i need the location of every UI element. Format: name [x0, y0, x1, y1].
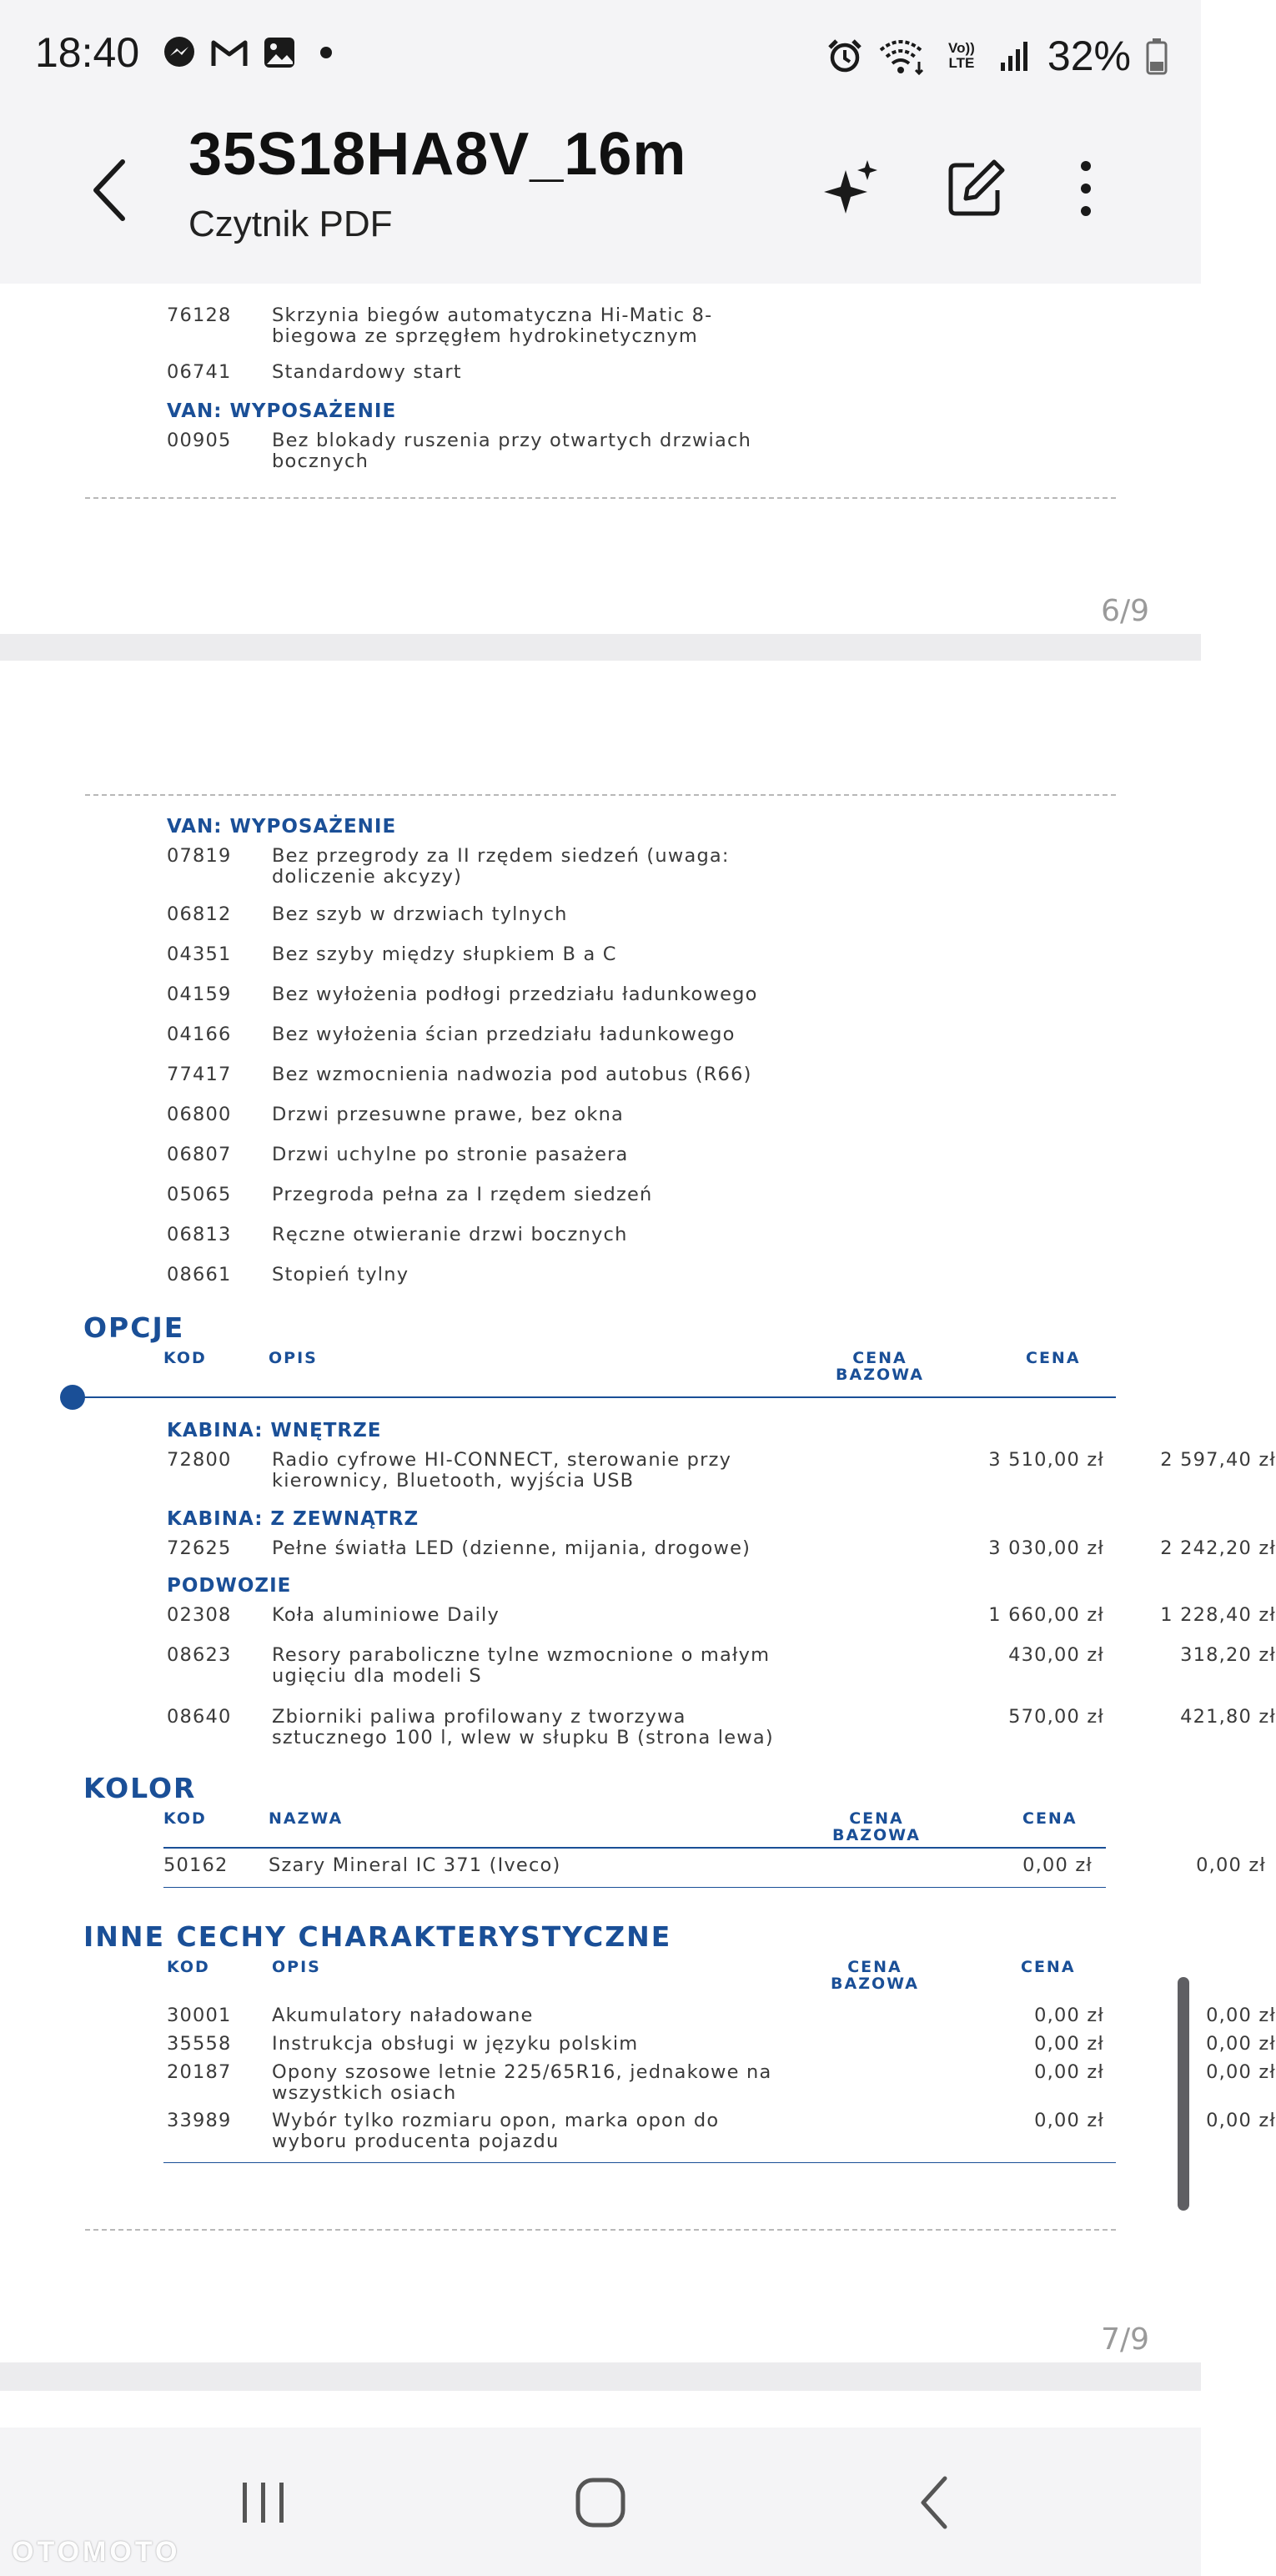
document-title: 35S18HA8V_16m — [188, 121, 687, 188]
signal-icon — [996, 37, 1034, 75]
col-header-opis: OPIS — [272, 1958, 321, 1976]
item-code: 76128 — [167, 304, 232, 326]
item-base-price: 1 660,00 zł — [988, 1604, 1104, 1626]
watermark-logo: OTOMOTO — [12, 2536, 181, 2568]
marker-dot — [60, 1385, 85, 1410]
item-code: 35558 — [167, 2033, 232, 2055]
item-base-price: 0,00 zł — [1034, 2061, 1104, 2083]
ai-assist-button[interactable] — [811, 147, 894, 230]
item-price: 318,20 zł — [1180, 1644, 1276, 1666]
item-code: 00905 — [167, 430, 232, 451]
item-code: 04159 — [167, 984, 232, 1005]
back-arrow-icon — [89, 157, 131, 224]
col-header-kod: KOD — [167, 1958, 210, 1976]
item-code: 06741 — [167, 361, 232, 383]
item-code: 06813 — [167, 1224, 232, 1245]
alarm-icon — [826, 37, 864, 75]
item-desc: Bez szyb w drzwiach tylnych — [272, 903, 568, 925]
page-divider — [85, 2229, 1116, 2231]
system-icons — [826, 32, 1169, 80]
item-price: 0,00 zł — [1206, 2005, 1276, 2026]
col-header-cena: CENA — [1022, 1809, 1078, 1828]
item-code: 33989 — [167, 2110, 232, 2131]
table-bottom-rule — [163, 1887, 1106, 1888]
item-desc: Bez wyłożenia ścian przedziału ładunkowego — [272, 1024, 736, 1045]
item-base-price: 0,00 zł — [1034, 2005, 1104, 2026]
group-heading: PODWOZIE — [167, 1575, 292, 1597]
group-heading: KABINA: WNĘTRZE — [167, 1420, 382, 1441]
app-bar — [0, 108, 1201, 284]
item-desc: Standardowy start — [272, 361, 462, 383]
status-bar — [0, 0, 1201, 108]
header-rule — [163, 1847, 1106, 1849]
item-desc: Bez szyby między słupkiem B a C — [272, 943, 617, 965]
item-desc: Bez przegrody za II rzędem siedzeń (uwaga: doliczenie akcyzy) — [272, 845, 730, 888]
wifi-6-icon — [877, 37, 927, 75]
notification-dot — [320, 47, 332, 58]
sparkle-ai-icon — [819, 155, 886, 222]
col-header-nazwa: NAZWA — [269, 1809, 344, 1828]
page-divider — [85, 497, 1116, 499]
volte-bottom: LTE — [948, 55, 975, 71]
back-icon — [915, 2473, 957, 2532]
item-desc: Stopień tylny — [272, 1264, 409, 1285]
item-desc: Pełne światła LED (dzienne, mijania, drogowe) — [272, 1537, 751, 1559]
item-base-price: 0,00 zł — [1034, 2033, 1104, 2055]
item-desc: Wybór tylko rozmiaru opon, marka opon do wyboru producenta pojazdu — [272, 2110, 720, 2152]
item-code: 08661 — [167, 1264, 232, 1285]
section-title-kolor: KOLOR — [83, 1772, 197, 1804]
system-back-button[interactable] — [877, 2461, 994, 2544]
item-base-price: 0,00 zł — [1022, 1854, 1093, 1876]
item-code: 04351 — [167, 943, 232, 965]
more-options-button[interactable] — [1044, 147, 1128, 230]
header-rule — [83, 1396, 1116, 1398]
item-code: 08640 — [167, 1706, 232, 1728]
item-desc: Zbiorniki paliwa profilowany z tworzywa sztucznego 100 l, wlew w słupku B (strona lewa) — [272, 1706, 774, 1748]
item-desc: Instrukcja obsługi w języku polskim — [272, 2033, 639, 2055]
item-base-price: 430,00 zł — [1008, 1644, 1104, 1666]
item-base-price: 3 510,00 zł — [988, 1449, 1104, 1471]
item-base-price: 0,00 zł — [1034, 2110, 1104, 2131]
back-button[interactable] — [77, 148, 143, 232]
item-code: 06807 — [167, 1144, 232, 1165]
group-heading: VAN: WYPOSAŻENIE — [167, 400, 397, 422]
item-code: 72625 — [167, 1537, 232, 1559]
notification-icons — [160, 33, 332, 72]
pdf-page-7 — [0, 661, 1276, 2362]
col-header-kod: KOD — [163, 1349, 207, 1367]
section-title-opcje: OPCJE — [83, 1311, 185, 1344]
col-header-cena: CENA — [1026, 1349, 1081, 1367]
pdf-page-6 — [0, 284, 1201, 634]
col-header-cena-bazowa: CENA BAZOWA — [832, 1809, 921, 1844]
item-desc: Przegroda pełna za I rzędem siedzeń — [272, 1184, 653, 1205]
navigation-bar — [0, 2428, 1201, 2576]
item-code: 20187 — [167, 2061, 232, 2083]
volte-top: Vo)) — [948, 40, 975, 56]
item-price: 0,00 zł — [1196, 1854, 1266, 1876]
home-icon — [571, 2473, 630, 2532]
item-desc: Radio cyfrowe HI-CONNECT, sterowanie przy kierownicy, Bluetooth, wyjścia USB — [272, 1449, 732, 1492]
item-code: 07819 — [167, 845, 232, 867]
edit-button[interactable] — [934, 147, 1017, 230]
col-header-cena-bazowa: CENA BAZOWA — [836, 1349, 924, 1384]
item-desc: Skrzynia biegów automatyczna Hi-Matic 8- biegowa ze sprzęgłem hydrokinetycznym — [272, 304, 713, 347]
item-price: 0,00 zł — [1206, 2110, 1276, 2131]
page-number: 7/9 — [1101, 2322, 1149, 2357]
item-base-price: 3 030,00 zł — [988, 1537, 1104, 1559]
item-code: 30001 — [167, 2005, 232, 2026]
item-code: 50162 — [163, 1854, 229, 1876]
battery-percent: 32% — [1047, 33, 1131, 79]
group-heading: VAN: WYPOSAŻENIE — [167, 816, 397, 838]
page-number: 6/9 — [1101, 594, 1149, 628]
gmail-icon — [210, 33, 249, 72]
item-code: 02308 — [167, 1604, 232, 1626]
item-code: 72800 — [167, 1449, 232, 1471]
item-price: 2 597,40 zł — [1160, 1449, 1276, 1471]
edit-icon — [944, 157, 1007, 220]
item-desc: Szary Mineral IC 371 (Iveco) — [269, 1854, 561, 1876]
gallery-icon — [260, 33, 299, 72]
more-vert-icon — [1078, 159, 1094, 218]
battery-icon — [1144, 37, 1169, 75]
col-header-opis: OPIS — [269, 1349, 318, 1367]
item-code: 04166 — [167, 1024, 232, 1045]
recents-icon — [234, 2478, 293, 2528]
scrollbar-thumb[interactable] — [1178, 1977, 1189, 2211]
table-bottom-rule — [163, 2162, 1116, 2163]
item-price: 0,00 zł — [1206, 2033, 1276, 2055]
item-code: 77417 — [167, 1064, 232, 1085]
page-divider — [85, 794, 1116, 796]
col-header-cena-bazowa: CENA BAZOWA — [831, 1958, 919, 1993]
status-time: 18:40 — [35, 29, 140, 76]
item-desc: Koła aluminiowe Daily — [272, 1604, 500, 1626]
item-price: 1 228,40 zł — [1160, 1604, 1276, 1626]
item-base-price: 570,00 zł — [1008, 1706, 1104, 1728]
item-code: 06812 — [167, 903, 232, 925]
item-desc: Drzwi przesuwne prawe, bez okna — [272, 1104, 625, 1125]
item-desc: Drzwi uchylne po stronie pasażera — [272, 1144, 629, 1165]
group-heading: KABINA: Z ZEWNĄTRZ — [167, 1508, 419, 1530]
item-desc: Bez wyłożenia podłogi przedziału ładunkowego — [272, 984, 758, 1005]
app-subtitle: Czytnik PDF — [188, 204, 393, 244]
col-header-cena: CENA — [1021, 1958, 1076, 1976]
recents-button[interactable] — [205, 2461, 322, 2544]
item-code: 05065 — [167, 1184, 232, 1205]
item-code: 08623 — [167, 1644, 232, 1666]
item-desc: Akumulatory naładowane — [272, 2005, 534, 2026]
item-code: 06800 — [167, 1104, 232, 1125]
messenger-icon — [160, 33, 198, 72]
item-desc: Ręczne otwieranie drzwi bocznych — [272, 1224, 628, 1245]
item-desc: Opony szosowe letnie 225/65R16, jednakowe na wszystkich osiach — [272, 2061, 772, 2104]
volte-icon — [941, 37, 982, 75]
item-desc: Bez wzmocnienia nadwozia pod autobus (R66) — [272, 1064, 752, 1085]
pdf-viewer[interactable] — [0, 284, 1276, 2428]
item-desc: Bez blokady ruszenia przy otwartych drzwiach bocznych — [272, 430, 752, 472]
section-title-inne: INNE CECHY CHARAKTERYSTYCZNE — [83, 1920, 672, 1953]
home-button[interactable] — [542, 2461, 659, 2544]
item-price: 421,80 zł — [1180, 1706, 1276, 1728]
item-price: 2 242,20 zł — [1160, 1537, 1276, 1559]
col-header-kod: KOD — [163, 1809, 207, 1828]
item-price: 0,00 zł — [1206, 2061, 1276, 2083]
item-desc: Resory paraboliczne tylne wzmocnione o małym ugięciu dla modeli S — [272, 1644, 771, 1687]
